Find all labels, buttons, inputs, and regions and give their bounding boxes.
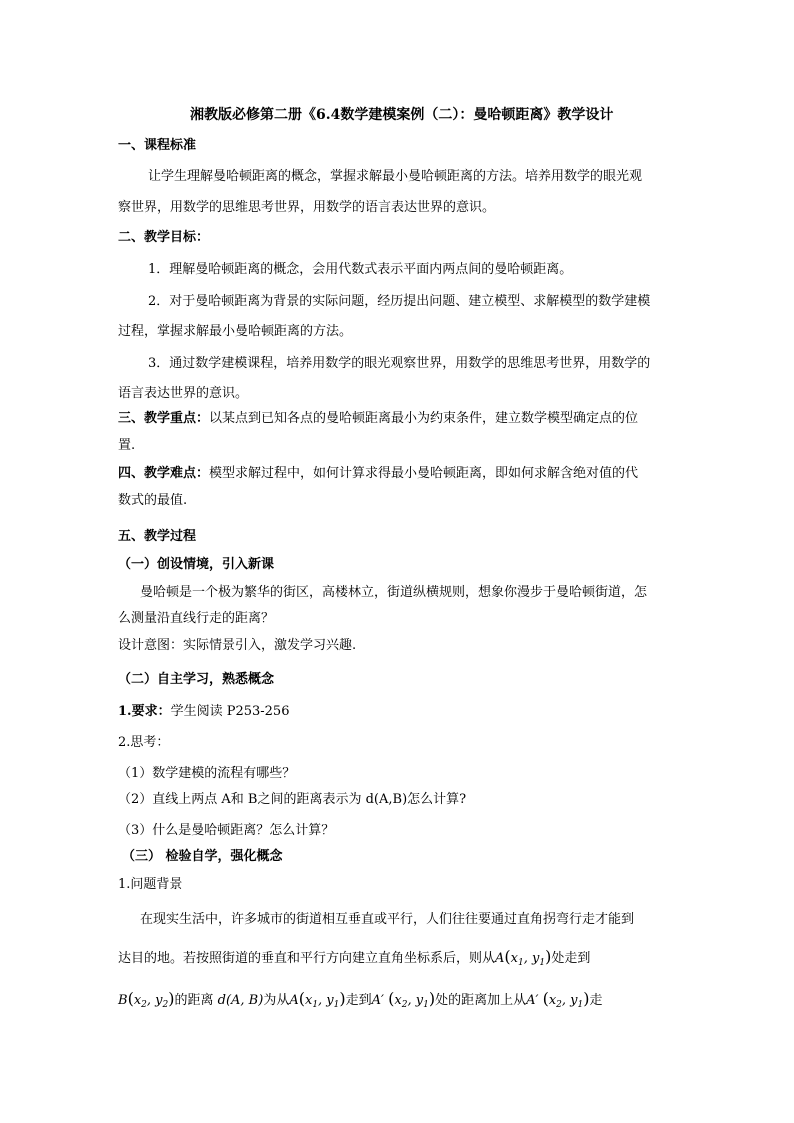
point-B-formula: $B(x_2$, $y_2$) [118,989,175,1010]
requirement [118,703,678,721]
requirement-label: 1.要求： [118,704,171,719]
section-heading-1: 一、课程标准 [118,138,197,153]
think-label: 2.思考： [118,735,170,750]
subsection-3: （三） 检验自学，强化概念 [122,849,283,864]
difficulties [118,465,678,483]
section-heading-2: 二、教学目标： [118,230,210,245]
paragraph-line: 曼哈顿是一个极为繁华的街区，高楼林立，街道纵横规则，想象你漫步于曼哈顿街道，怎 [140,585,648,600]
goal-1: 1．理解曼哈顿距离的概念，会用代数式表示平面内两点间的曼哈顿距离。 [148,262,573,277]
point-A-formula: $A(x_1$, $y_1$) [495,947,552,968]
subsection-2: （二）自主学习，熟悉概念 [118,672,275,687]
section-heading-4: 四、教学难点： [118,466,210,481]
point-A-formula: $A(x_1$, $y_1$) [289,989,346,1010]
paragraph-line: 让学生理解曼哈顿距离的概念，掌握求解最小曼哈顿距离的方法。培养用数学的眼光观 [148,169,643,184]
point-A-prime-formula: A′ ($x_2$, $y_1$) [371,989,436,1010]
key-points [118,410,678,428]
key-points-text: 以某点到已知各点的曼哈顿距离最小为约束条件，建立数学模型确定点的位 [209,411,639,426]
document-title: 湘教版必修第二册《6.4数学建模案例（二）：曼哈顿距离》教学设计 [190,107,614,123]
question-2: （2）直线上两点 A和 B之间的距离表示为 d(A,B)怎么计算? [118,792,467,807]
difficulties-cont: 数式的最值. [118,493,188,508]
goal-2: 2．对于曼哈顿距离为背景的实际问题，经历提出问题、建立模型、求解模型的数学建模 [148,294,651,309]
paragraph-line-with-math: $B(x_2$, $y_2$)的距离 d(A, B)为从$A(x_1$, $y_1$)走到A′ ($x_2$, $y_1$)处的距离加上从A′ ($x_2$, $y_1$)走 [118,989,603,1010]
distance-formula: d(A, B) [217,993,264,1008]
goal-2-cont: 过程，掌握求解最小曼哈顿距离的方法。 [118,324,353,339]
section-heading-5: 五、教学过程 [118,529,197,544]
section-heading-3: 三、教学重点： [118,411,210,426]
paragraph-line: 察世界，用数学的思维思考世界，用数学的语言表达世界的意识。 [118,200,496,215]
paragraph-line: 么测量沿直线行走的距离？ [118,611,275,626]
key-points-cont: 置. [118,438,136,453]
paragraph-line-with-math: 达目的地。若按照街道的垂直和平行方向建立直角坐标系后，则从$A(x_1$, $y_1$)处走到 [118,947,591,968]
subsection-1: （一）创设情境，引入新课 [118,557,275,572]
background-label: 1.问题背景 [118,877,183,892]
point-A-prime-formula: A′ ($x_2$, $y_1$) [526,989,590,1010]
goal-3: 3．通过数学建模课程，培养用数学的眼光观察世界，用数学的思维思考世界，用数学的 [148,356,651,371]
paragraph-line: 在现实生活中，许多城市的街道相互垂直或平行，人们往往要通过直角拐弯行走才能到 [140,912,635,927]
question-3: （3）什么是曼哈顿距离？怎么计算？ [118,823,335,838]
goal-3-cont: 语言表达世界的意识。 [118,386,249,401]
requirement-text: 学生阅读 P253-256 [170,704,290,719]
design-intent: 设计意图：实际情景引入，激发学习兴趣. [118,638,357,653]
difficulties-text: 模型求解过程中，如何计算求得最小曼哈顿距离，即如何求解含绝对值的代 [209,466,639,481]
question-1: （1）数学建模的流程有哪些？ [118,766,296,781]
